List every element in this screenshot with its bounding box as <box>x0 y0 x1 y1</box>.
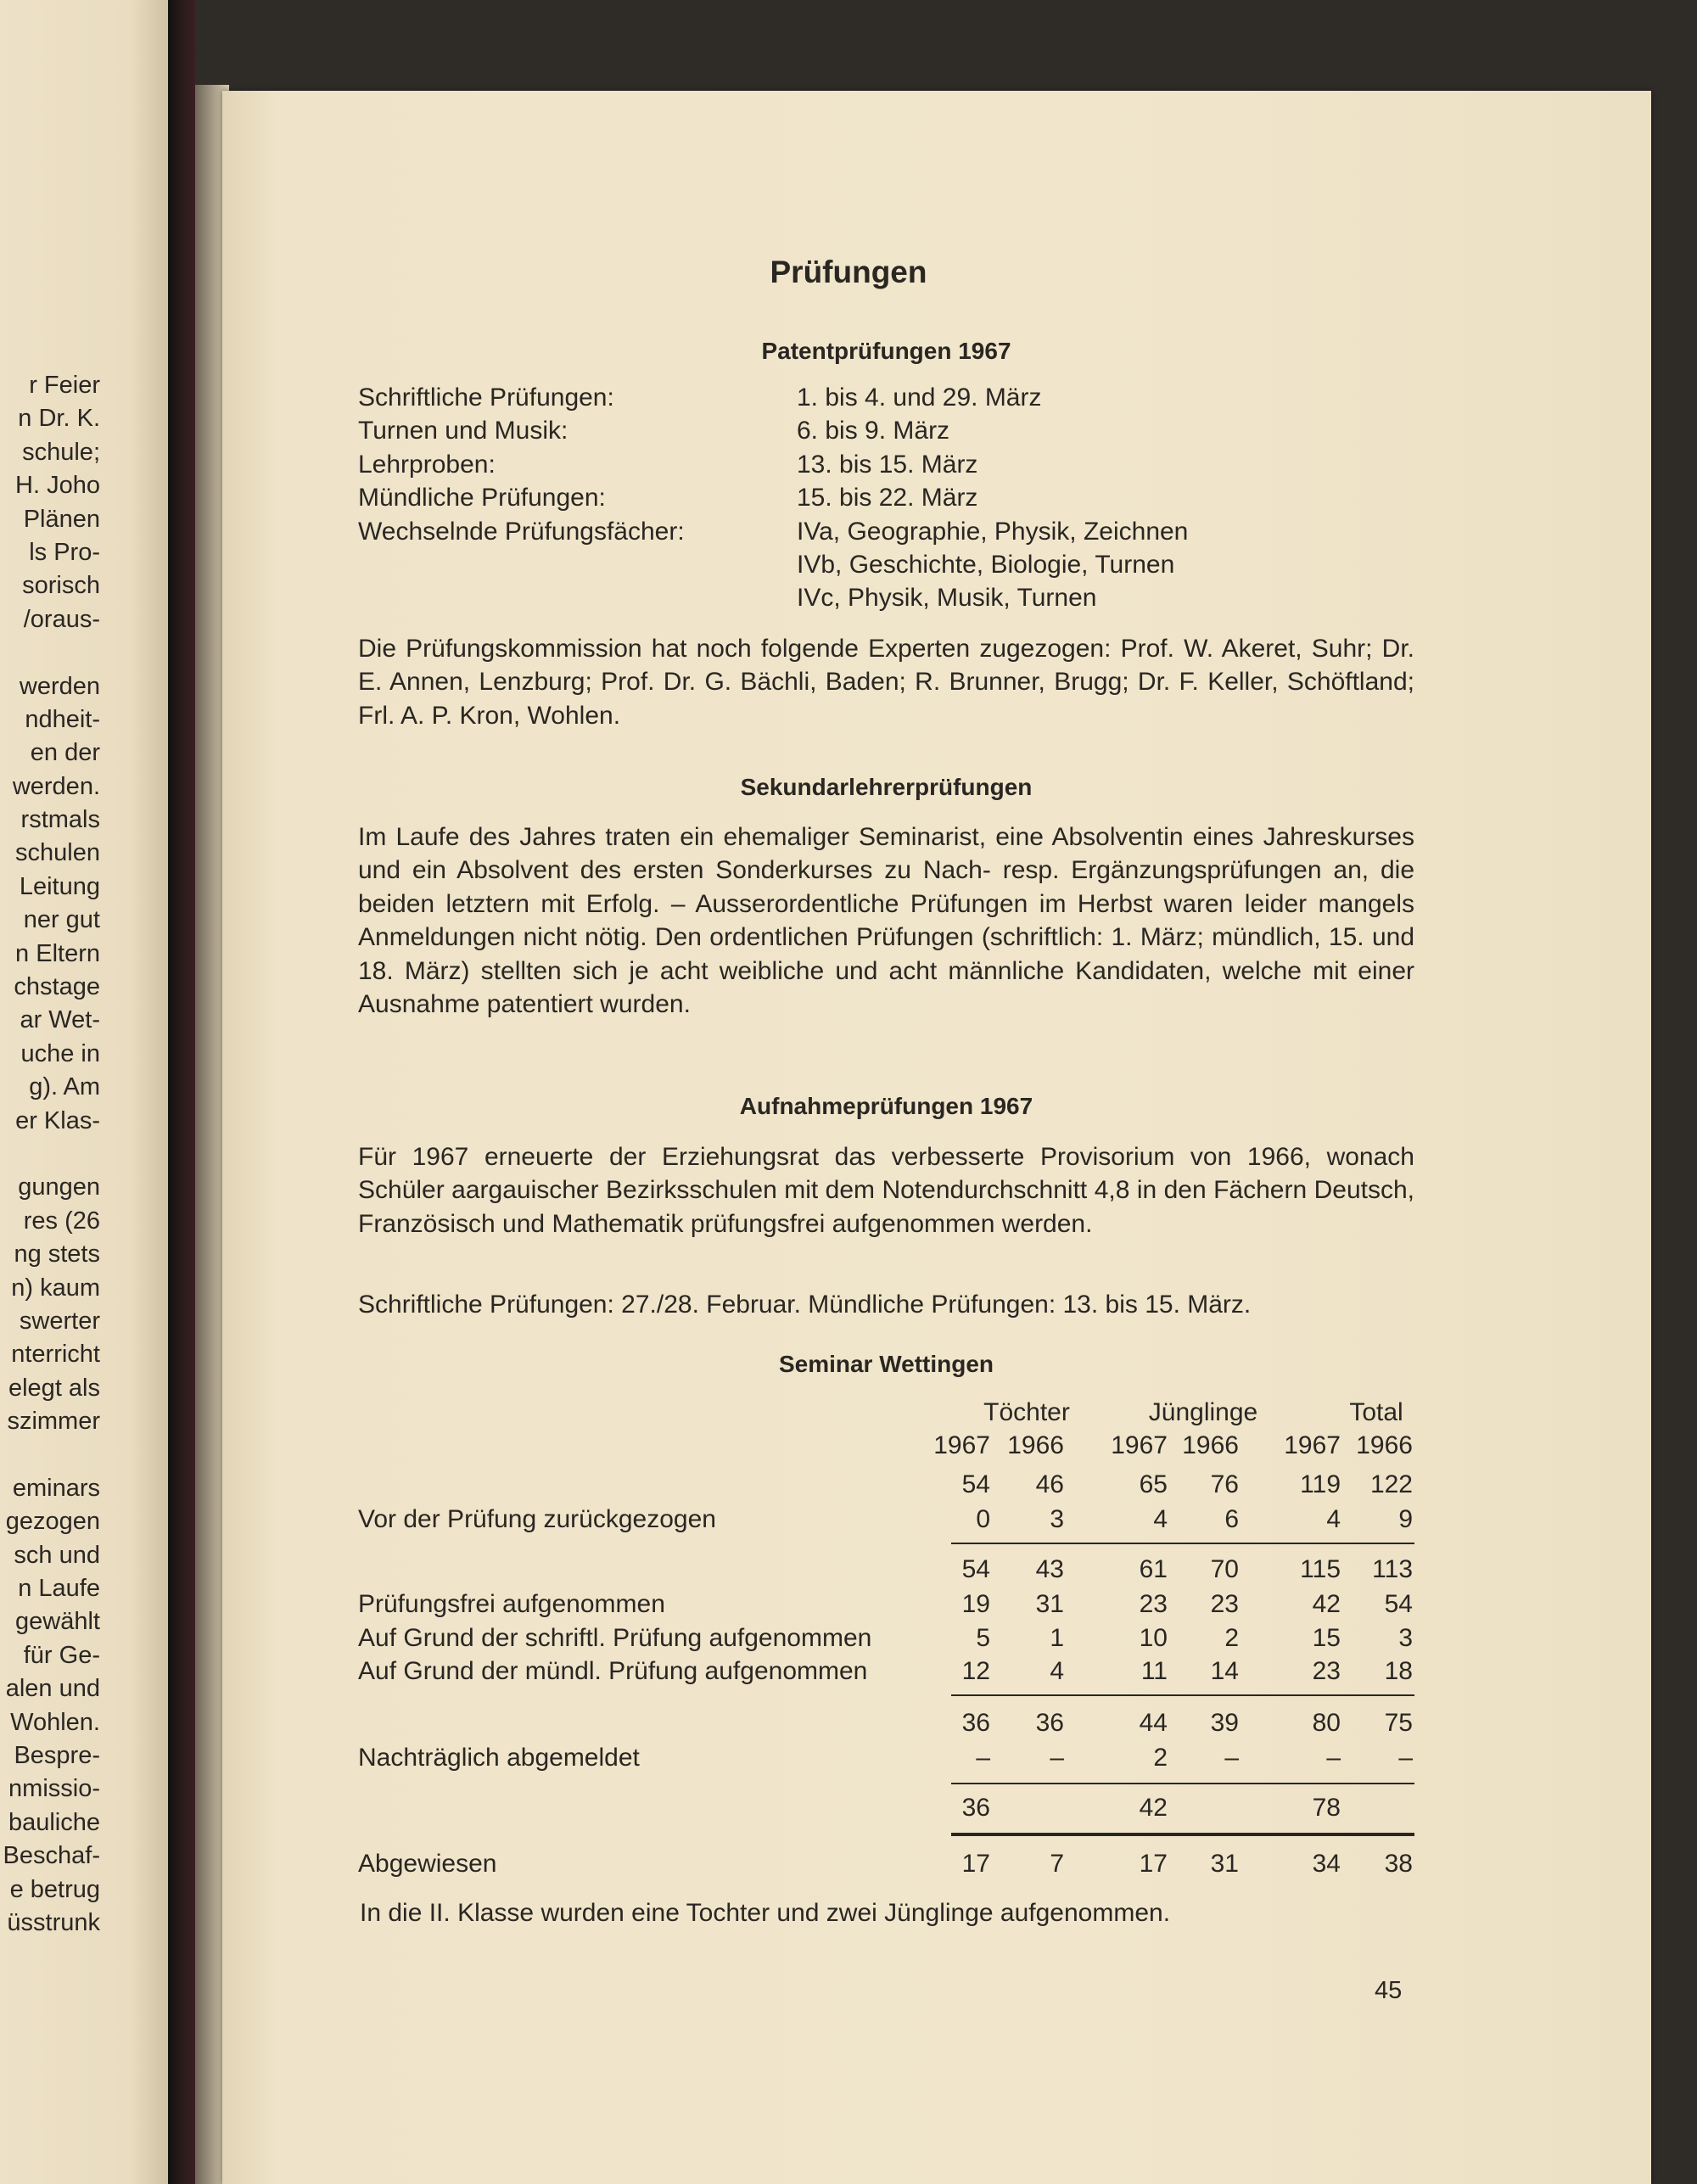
left-page-line <box>0 1138 100 1171</box>
left-page-line: gungen <box>18 1173 100 1201</box>
left-page-line: uche in <box>20 1039 100 1067</box>
table-cell: 2 <box>1153 1744 1168 1772</box>
left-page-line: n Eltern <box>15 939 100 967</box>
left-page-line: rstmals <box>20 806 100 834</box>
left-page-line: n) kaum <box>11 1274 100 1302</box>
schedule-label: Mündliche Prüfungen: <box>358 484 606 512</box>
table-cell: 6 <box>1224 1505 1239 1533</box>
column-year-header: 1966 <box>1182 1431 1239 1459</box>
left-page-line: swerter <box>19 1307 100 1335</box>
table-cell: 65 <box>1139 1470 1168 1498</box>
left-page-line: für Ge- <box>23 1641 100 1669</box>
left-page-line: r Feier <box>29 372 100 399</box>
table-cell: 31 <box>1035 1590 1064 1618</box>
left-page-line <box>0 1439 100 1472</box>
table-cell: 1 <box>1050 1624 1064 1652</box>
table-cell: 17 <box>961 1850 990 1878</box>
table-row-label: Nachträglich abgemeldet <box>358 1744 640 1772</box>
table-cell: 54 <box>961 1470 990 1498</box>
table-cell: 54 <box>961 1555 990 1583</box>
left-page-line: nmissio- <box>8 1775 100 1803</box>
heading-sekundar: Sekundarlehrerprüfungen <box>740 774 1033 800</box>
left-page-line: chstage <box>14 973 100 1001</box>
schedule-label: Turnen und Musik: <box>358 417 568 445</box>
schedule-label: Wechselnde Prüfungsfächer: <box>358 517 685 546</box>
schedule-value: IVb, Geschichte, Biologie, Turnen <box>797 551 1175 579</box>
table-cell: 36 <box>1035 1709 1064 1737</box>
left-page-line: Wohlen. <box>10 1708 100 1736</box>
heading-aufnahme: Aufnahmeprüfungen 1967 <box>739 1093 1033 1119</box>
left-page-line: schule; <box>22 438 100 466</box>
table-cell: 36 <box>961 1794 990 1822</box>
left-page-line: /oraus- <box>23 605 100 633</box>
left-page-line: schulen <box>15 839 100 867</box>
table-row-label: Abgewiesen <box>358 1850 497 1878</box>
left-page-line: szimmer <box>7 1408 100 1436</box>
left-page-line: en der <box>30 739 100 767</box>
table-cell: 3 <box>1398 1624 1413 1652</box>
table-cell: 23 <box>1210 1590 1239 1618</box>
left-page-line: H. Joho <box>15 472 100 500</box>
table-cell: 10 <box>1139 1624 1168 1652</box>
table-row-label: Auf Grund der mündl. Prüfung aufgenommen <box>358 1657 868 1685</box>
column-group-header: Jünglinge <box>1148 1398 1258 1426</box>
left-page-line: er Klas- <box>15 1106 100 1134</box>
left-page-line: gewählt <box>15 1608 100 1636</box>
table-cell: 34 <box>1312 1850 1341 1878</box>
heading-patentpruefungen: Patentprüfungen 1967 <box>761 338 1011 364</box>
column-year-header: 1966 <box>1007 1431 1064 1459</box>
schedule-value: 13. bis 15. März <box>797 450 978 479</box>
table-cell: 14 <box>1210 1657 1239 1685</box>
schedule-value: 15. bis 22. März <box>797 484 978 512</box>
schedule-label: Lehrproben: <box>358 450 496 479</box>
column-year-header: 1966 <box>1356 1431 1413 1459</box>
left-page-line: e betrug <box>9 1875 100 1903</box>
table-cell: 119 <box>1300 1470 1341 1498</box>
left-page-line: nterricht <box>11 1341 100 1369</box>
schedule-value: IVa, Geographie, Physik, Zeichnen <box>797 517 1189 546</box>
page-number: 45 <box>1375 1977 1403 2004</box>
left-page-line: Bespre- <box>14 1742 100 1770</box>
page-title: Prüfungen <box>770 255 927 289</box>
table-cell: 7 <box>1050 1850 1064 1878</box>
table-cell: 31 <box>1210 1850 1239 1878</box>
table-row-label: Auf Grund der schriftl. Prüfung aufgenommen <box>358 1624 872 1652</box>
column-year-header: 1967 <box>1111 1431 1168 1459</box>
column-group-header: Total <box>1349 1398 1403 1426</box>
table-cell: – <box>976 1744 990 1772</box>
table-cell: 113 <box>1372 1555 1413 1583</box>
table-cell: 23 <box>1139 1590 1168 1618</box>
table-cell: 70 <box>1210 1555 1239 1583</box>
table-cell: 54 <box>1384 1590 1413 1618</box>
schedule-label: Schriftliche Prüfungen: <box>358 384 614 412</box>
table-cell: – <box>1398 1744 1413 1772</box>
aufnahme-dates: Schriftliche Prüfungen: 27./28. Februar. Mündliche Prüfungen: 13. bis 15. März. <box>358 1291 1252 1319</box>
table-row-label: Vor der Prüfung zurückgezogen <box>358 1505 716 1533</box>
table-cell: 4 <box>1153 1505 1168 1533</box>
table-cell: 122 <box>1369 1470 1413 1498</box>
table-cell: 4 <box>1326 1505 1341 1533</box>
table-cell: 43 <box>1035 1555 1064 1583</box>
table-cell: 9 <box>1398 1505 1413 1533</box>
column-group-header: Töchter <box>983 1398 1070 1426</box>
left-page-line: gezogen <box>5 1508 100 1536</box>
table-cell: 75 <box>1384 1709 1413 1737</box>
left-page-line: ar Wet- <box>20 1006 100 1034</box>
table-cell: – <box>1224 1744 1239 1772</box>
left-page-line: bauliche <box>8 1808 100 1836</box>
left-page-line: res (26 <box>23 1207 100 1235</box>
table-cell: 115 <box>1300 1555 1341 1583</box>
table-cell: 11 <box>1140 1657 1168 1685</box>
heading-seminar: Seminar Wettingen <box>778 1351 994 1377</box>
sekundar-paragraph: Im Laufe des Jahres traten ein ehemaliger Seminarist, eine Absolventin eines Jahreskurses und ein Absolvent des ersten Sonderkurses zu Nach- resp. Ergänzungsprüfungen an, die beiden letztern mit Erfolg. – Ausserordentliche Prüfungen im Herbst waren leider mangels Anmeldungen nicht nötig. Den ordentlichen Prüfungen (schriftlich: 1. März; mündlich, 15. und 18. März) stellten sich je acht weibliche und acht männliche Kandidaten, welche mit einer Ausnahme patentiert wurden. <box>358 823 1414 1019</box>
left-page-line: g). Am <box>29 1073 100 1101</box>
left-page-line: Leitung <box>19 872 100 900</box>
left-page-line: alen und <box>5 1675 100 1703</box>
table-cell: 4 <box>1050 1657 1064 1685</box>
table-cell: 2 <box>1224 1624 1239 1652</box>
table-cell: 46 <box>1035 1470 1064 1498</box>
table-cell: – <box>1050 1744 1064 1772</box>
left-page-line: ng stets <box>14 1240 100 1268</box>
table-rule-thick <box>951 1833 1414 1836</box>
patent-paragraph: Die Prüfungskommission hat noch folgende Experten zugezogen: Prof. W. Akeret, Suhr; Dr. E. Annen, Lenzburg; Prof. Dr. G. Bächli, Baden; R. Brunner, Brugg; Dr. F. Keller, Schöftland; Frl. A. P. Kron, Wohlen. <box>358 635 1414 730</box>
aufnahme-paragraph: Für 1967 erneuerte der Erziehungsrat das verbesserte Provisorium von 1966, wonach Schüler aargauischer Bezirksschulen mit dem Notendurchschnitt 4,8 in den Fächern Deutsch, Französisch und Mathematik prüfungsfrei aufgenommen werden. <box>358 1143 1414 1238</box>
left-page-line: n Dr. K. <box>18 405 100 433</box>
table-cell: 44 <box>1139 1709 1168 1737</box>
left-page-line: n Laufe <box>18 1575 100 1603</box>
table-cell: 15 <box>1312 1624 1341 1652</box>
table-cell: 80 <box>1312 1709 1341 1737</box>
table-rule <box>951 1543 1414 1544</box>
table-cell: 18 <box>1384 1657 1413 1685</box>
left-page-line: elegt als <box>8 1374 100 1402</box>
table-cell: 12 <box>961 1657 990 1685</box>
table-cell: 42 <box>1139 1794 1168 1822</box>
table-row-label: Prüfungsfrei aufgenommen <box>358 1590 665 1618</box>
table-cell: 5 <box>976 1624 990 1652</box>
left-page-line: sch und <box>14 1541 100 1569</box>
table-rule <box>951 1694 1414 1696</box>
left-page-line: ner gut <box>23 906 100 934</box>
table-cell: 38 <box>1384 1850 1413 1878</box>
table-cell: 78 <box>1312 1794 1341 1822</box>
left-page-line: Plänen <box>23 505 100 533</box>
left-page-line <box>0 636 100 669</box>
left-page-line: ls Pro- <box>29 538 100 566</box>
schedule-value: IVc, Physik, Musik, Turnen <box>797 584 1097 613</box>
left-page-line: ndheit- <box>25 705 100 733</box>
table-cell: 76 <box>1210 1470 1239 1498</box>
table-cell: 3 <box>1050 1505 1064 1533</box>
table-cell: 42 <box>1312 1590 1341 1618</box>
table-cell: 17 <box>1139 1850 1168 1878</box>
left-page-line: werden. <box>12 772 100 800</box>
table-cell: 61 <box>1139 1555 1168 1583</box>
left-page-text <box>0 369 100 1940</box>
left-page-line: werden <box>19 672 100 700</box>
table-cell: 0 <box>976 1505 990 1533</box>
seminar-footnote: In die II. Klasse wurden eine Tochter und zwei Jünglinge aufgenommen. <box>360 1899 1171 1927</box>
table-cell: – <box>1326 1744 1341 1772</box>
column-year-header: 1967 <box>1284 1431 1341 1459</box>
table-cell: 23 <box>1312 1657 1341 1685</box>
schedule-value: 1. bis 4. und 29. März <box>797 384 1042 412</box>
column-year-header: 1967 <box>933 1431 990 1459</box>
left-page-line: Beschaf- <box>3 1842 100 1870</box>
left-page-line: üsstrunk <box>7 1908 100 1936</box>
table-cell: 39 <box>1210 1709 1239 1737</box>
table-cell: 36 <box>961 1709 990 1737</box>
table-rule <box>951 1783 1414 1784</box>
book-spine <box>168 0 195 2184</box>
schedule-value: 6. bis 9. März <box>797 417 950 445</box>
table-cell: 19 <box>961 1590 990 1618</box>
left-page-line: sorisch <box>22 572 100 600</box>
left-page-line: eminars <box>12 1474 100 1502</box>
